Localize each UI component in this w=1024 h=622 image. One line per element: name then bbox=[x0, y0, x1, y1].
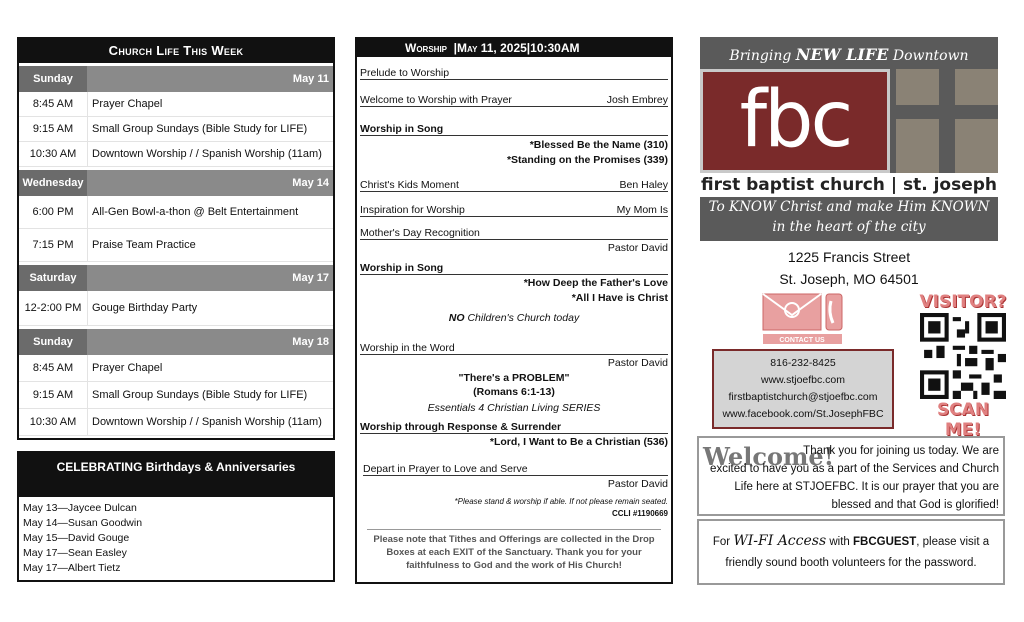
song1-b: *Standing on the Promises (339) bbox=[506, 154, 668, 166]
word-leader: Pastor David bbox=[607, 357, 668, 369]
event-desc: Prayer Chapel bbox=[87, 92, 333, 116]
contact-us-icon[interactable] bbox=[762, 293, 844, 345]
depart-leader: Pastor David bbox=[607, 478, 668, 490]
church-life-days bbox=[19, 63, 333, 436]
response-song: *Lord, I Want to Be a Christian (536) bbox=[489, 436, 668, 448]
mission-line1: To KNOW Christ and make Him KNOWN bbox=[708, 199, 990, 215]
contact-box bbox=[712, 349, 894, 429]
celebration-item: May 15—David Gouge bbox=[23, 532, 130, 544]
qr-code-icon[interactable] bbox=[920, 313, 1006, 399]
day-date: May 17 bbox=[292, 272, 329, 284]
tagline bbox=[700, 37, 998, 64]
visitor-qr bbox=[918, 292, 1008, 440]
envelope-phone-icon bbox=[762, 293, 844, 345]
church-name: first baptist church | st. joseph bbox=[700, 175, 997, 195]
day-date: May 18 bbox=[292, 336, 329, 348]
event-desc: Prayer Chapel bbox=[87, 355, 333, 381]
wifi-box bbox=[697, 519, 1005, 585]
stand-note: *Please stand & worship if able. If not please remain seated. bbox=[454, 497, 668, 506]
event-desc: Praise Team Practice bbox=[87, 229, 333, 261]
welcome-leader: Josh Embrey bbox=[606, 94, 668, 106]
day-name: Saturday bbox=[19, 265, 87, 291]
mothers-leader: Pastor David bbox=[607, 242, 668, 254]
address-line2: St. Joseph, MO 64501 bbox=[779, 271, 919, 287]
event-time: 12-2:00 PM bbox=[24, 302, 82, 314]
depart-label: Depart in Prayer to Love and Serve bbox=[363, 463, 668, 476]
kids-label: Christ's Kids Moment bbox=[360, 179, 459, 191]
sermon-series: Essentials 4 Christian Living SERIES bbox=[427, 402, 601, 414]
event-row bbox=[19, 196, 333, 229]
tagline-bold: NEW LIFE bbox=[795, 45, 889, 64]
event-time: 9:15 AM bbox=[32, 389, 74, 401]
event-desc: Downtown Worship / / Spanish Worship (11am) bbox=[87, 409, 333, 435]
welcome-text-content: Thank you for joining us today. We are excited to have you as a part of the Services and Church Life here at STJOEFBC. It is our prayer that you are blessed and that God is glorified! bbox=[710, 445, 999, 511]
welcome-item bbox=[360, 94, 668, 107]
day-header bbox=[19, 167, 333, 196]
worship-time: 10:30AM bbox=[530, 41, 580, 55]
word-label: Worship in the Word bbox=[360, 342, 668, 355]
event-row bbox=[19, 142, 333, 167]
celebration-item: May 13—Jaycee Dulcan bbox=[23, 502, 137, 514]
event-row bbox=[19, 92, 333, 117]
worship-heading: Worship bbox=[405, 41, 447, 55]
worship-title: Worship |May 11, 2025|10:30AM bbox=[357, 39, 671, 57]
email[interactable]: firstbaptistchurch@stjoefbc.com bbox=[728, 391, 878, 403]
event-time: 10:30 AM bbox=[29, 148, 77, 160]
kids-leader: Ben Haley bbox=[619, 179, 668, 191]
day-header bbox=[19, 326, 333, 355]
brand-header bbox=[700, 37, 998, 241]
website[interactable]: www.stjoefbc.com bbox=[760, 374, 846, 386]
event-row bbox=[19, 229, 333, 262]
event-time: 6:00 PM bbox=[32, 206, 74, 218]
fbc-logo: fbc bbox=[700, 69, 890, 173]
day-header bbox=[19, 262, 333, 291]
event-desc: Small Group Sundays (Bible Study for LIFE) bbox=[87, 117, 333, 141]
event-time: 10:30 AM bbox=[29, 416, 77, 428]
mothers-label: Mother's Day Recognition bbox=[360, 227, 668, 240]
no-childrens-text: Children's Church today bbox=[464, 312, 580, 324]
event-desc: All-Gen Bowl-a-thon @ Belt Entertainment bbox=[87, 196, 333, 228]
no-childrens-church bbox=[360, 312, 668, 324]
ccli: CCLI #1190669 bbox=[611, 509, 668, 518]
event-row bbox=[19, 117, 333, 142]
event-row bbox=[19, 355, 333, 382]
address bbox=[700, 246, 998, 290]
song2-b: *All I Have is Christ bbox=[571, 292, 668, 304]
scan-me-label: SCAN ME! bbox=[936, 400, 990, 440]
sermon-title: "There's a PROBLEM" bbox=[458, 372, 570, 384]
event-time: 8:45 AM bbox=[32, 98, 74, 110]
welcome-box bbox=[697, 436, 1005, 516]
visitor-label: VISITOR? bbox=[919, 292, 1007, 312]
wifi-post: , please visit a friendly sound booth volunteers for the password. bbox=[725, 536, 990, 569]
day-name: Sunday bbox=[19, 329, 87, 355]
phone: 816-232-8425 bbox=[770, 357, 836, 369]
celebration-item: May 14—Susan Goodwin bbox=[23, 517, 143, 529]
kids-item bbox=[360, 179, 668, 192]
mission-statement bbox=[700, 197, 998, 237]
celebrating-title: CELEBRATING Birthdays & Anniversaries bbox=[19, 453, 333, 497]
song1-label: Worship in Song bbox=[360, 123, 668, 136]
tagline-pre: Bringing bbox=[729, 48, 796, 64]
event-time: 8:45 AM bbox=[32, 362, 74, 374]
church-life-title: Church Life This Week bbox=[19, 39, 333, 63]
address-line1: 1225 Francis Street bbox=[787, 249, 911, 265]
tagline-post: Downtown bbox=[888, 48, 969, 64]
cross-icon bbox=[896, 69, 998, 173]
contact-us-label: CONTACT US bbox=[779, 337, 825, 344]
welcome-label: Welcome to Worship with Prayer bbox=[360, 94, 512, 106]
wifi-pre: For bbox=[712, 536, 734, 548]
event-row bbox=[19, 291, 333, 326]
mission-line2: in the heart of the city bbox=[772, 219, 926, 235]
wifi-script: WI-FI Access bbox=[733, 533, 827, 549]
inspiration-item bbox=[360, 204, 668, 217]
event-time: 7:15 PM bbox=[32, 239, 74, 251]
celebrating-list bbox=[23, 501, 333, 576]
celebrating-panel bbox=[17, 451, 335, 582]
response-label: Worship through Response & Surrender bbox=[360, 421, 668, 434]
wifi-network: FBCGUEST bbox=[852, 536, 917, 548]
event-desc: Downtown Worship / / Spanish Worship (11am) bbox=[87, 142, 333, 166]
event-desc: Small Group Sundays (Bible Study for LIFE) bbox=[87, 382, 333, 408]
day-date: May 11 bbox=[292, 73, 329, 85]
event-row bbox=[19, 409, 333, 436]
song1-a: *Blessed Be the Name (310) bbox=[529, 139, 668, 151]
event-time: 9:15 AM bbox=[32, 123, 74, 135]
facebook[interactable]: www.facebook.com/St.JosephFBC bbox=[722, 408, 884, 420]
day-name: Wednesday bbox=[19, 170, 87, 196]
worship-panel bbox=[355, 37, 673, 584]
event-desc: Gouge Birthday Party bbox=[87, 291, 333, 325]
day-header bbox=[19, 63, 333, 92]
sermon-ref: (Romans 6:1-13) bbox=[473, 386, 555, 398]
wifi-mid: with bbox=[826, 536, 853, 548]
event-row bbox=[19, 382, 333, 409]
celebration-item: May 17—Sean Easley bbox=[23, 547, 127, 559]
prelude: Prelude to Worship bbox=[360, 67, 668, 80]
no-word: NO bbox=[448, 312, 465, 324]
welcome-text bbox=[703, 442, 999, 514]
day-name: Sunday bbox=[19, 66, 87, 92]
inspiration-leader: My Mom Is bbox=[616, 204, 668, 216]
inspiration-label: Inspiration for Worship bbox=[360, 204, 465, 216]
offering-note: Please note that Tithes and Offerings are collected in the Drop Boxes at each EXIT of the Sanctuary. Thank you for your faithfulness to God and the work of His Church! bbox=[367, 529, 661, 572]
song2-label: Worship in Song bbox=[360, 262, 668, 275]
day-date: May 14 bbox=[292, 177, 329, 189]
song2-a: *How Deep the Father's Love bbox=[523, 277, 668, 289]
welcome-title: Welcome! bbox=[703, 442, 835, 471]
worship-date: May 11, 2025 bbox=[457, 41, 527, 55]
celebration-item: May 17—Albert Tietz bbox=[23, 562, 121, 574]
church-life-panel bbox=[17, 37, 335, 440]
